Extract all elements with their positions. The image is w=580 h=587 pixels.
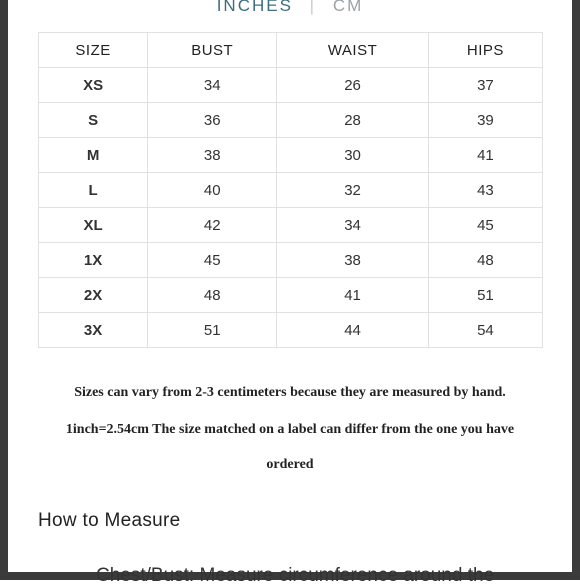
hips-cell: 41 xyxy=(428,138,542,173)
header-hips: HIPS xyxy=(428,33,542,68)
size-cell: M xyxy=(39,138,148,173)
header-waist: WAIST xyxy=(277,33,429,68)
waist-cell: 32 xyxy=(277,173,429,208)
size-cell: 2X xyxy=(39,278,148,313)
size-chart-table xyxy=(38,32,543,348)
waist-cell: 26 xyxy=(277,68,429,103)
cm-tab[interactable]: CM xyxy=(332,0,364,15)
bust-cell: 40 xyxy=(148,173,277,208)
table-row xyxy=(39,208,543,243)
unit-toggle xyxy=(0,0,580,16)
bust-cell: 48 xyxy=(148,278,277,313)
bust-cell: 42 xyxy=(148,208,277,243)
bust-cell: 51 xyxy=(148,313,277,348)
table-row xyxy=(39,278,543,313)
waist-cell: 44 xyxy=(277,313,429,348)
left-border xyxy=(0,0,8,580)
size-cell: 1X xyxy=(39,243,148,278)
unit-separator: | xyxy=(309,0,317,15)
hips-cell: 51 xyxy=(428,278,542,313)
size-cell: 3X xyxy=(39,313,148,348)
header-size: SIZE xyxy=(39,33,148,68)
table-row xyxy=(39,173,543,208)
sizing-note-line-3: ordered xyxy=(266,457,314,472)
size-cell: L xyxy=(39,173,148,208)
hips-cell: 48 xyxy=(428,243,542,278)
hips-cell: 39 xyxy=(428,103,542,138)
table-row xyxy=(39,68,543,103)
waist-cell: 34 xyxy=(277,208,429,243)
bust-cell: 34 xyxy=(148,68,277,103)
waist-cell: 38 xyxy=(277,243,429,278)
sizing-note-line-1: Sizes can vary from 2-3 centimeters because they are measured by hand. xyxy=(74,385,506,400)
bust-cell: 36 xyxy=(148,103,277,138)
size-cell: XL xyxy=(39,208,148,243)
bust-cell: 45 xyxy=(148,243,277,278)
header-bust: BUST xyxy=(148,33,277,68)
table-row xyxy=(39,313,543,348)
hips-cell: 54 xyxy=(428,313,542,348)
table-row xyxy=(39,243,543,278)
right-border xyxy=(572,0,580,580)
chest-bust-instruction: Chest/Bust: Measure circumference around the xyxy=(96,565,495,586)
size-cell: S xyxy=(39,103,148,138)
bust-cell: 38 xyxy=(148,138,277,173)
hips-cell: 45 xyxy=(428,208,542,243)
waist-cell: 28 xyxy=(277,103,429,138)
how-to-measure-heading: How to Measure xyxy=(38,510,181,531)
size-cell: XS xyxy=(39,68,148,103)
waist-cell: 30 xyxy=(277,138,429,173)
table-row xyxy=(39,138,543,173)
sizing-note-line-2: 1inch=2.54cm The size matched on a label can differ from the one you have xyxy=(65,422,515,437)
hips-cell: 37 xyxy=(428,68,542,103)
hips-cell: 43 xyxy=(428,173,542,208)
table-row xyxy=(39,103,543,138)
waist-cell: 41 xyxy=(277,278,429,313)
inches-tab[interactable]: INCHES xyxy=(216,0,293,15)
table-header-row xyxy=(39,33,543,68)
